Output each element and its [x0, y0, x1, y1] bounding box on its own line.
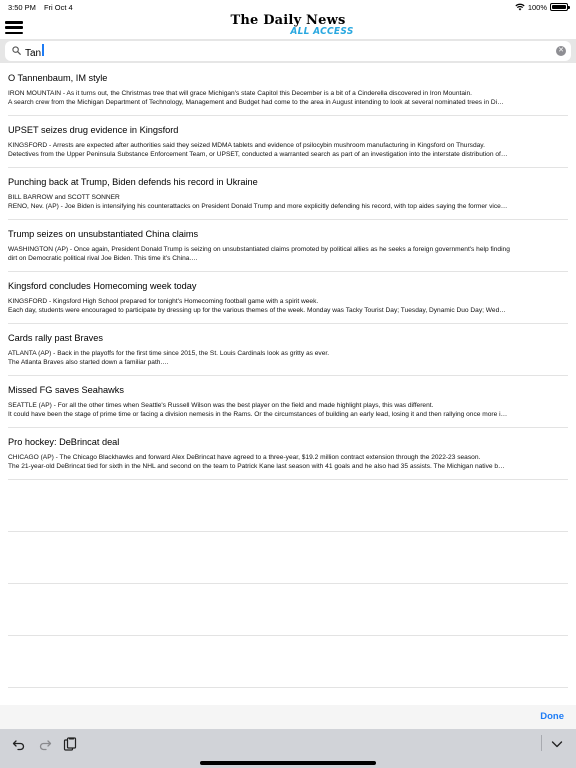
search-input-value: Tan: [25, 47, 42, 59]
status-bar: [0, 0, 576, 14]
result-item[interactable]: [8, 220, 568, 272]
result-snippet: Detectives from the Upper Peninsula Substance Enforcement Team, or UPSET, conducted a warranted search as part of an investigation into the interstate distribution of…: [8, 151, 508, 158]
result-title: Punching back at Trump, Biden defends his record in Ukraine: [8, 177, 258, 187]
result-item[interactable]: [8, 64, 568, 116]
result-snippet: ATLANTA (AP) - Back in the playoffs for the first time since 2015, the St. Louis Cardinals look as gritty as ever.: [8, 350, 330, 357]
result-snippet: SEATTLE (AP) - For all the other times when Seattle's Russell Wilson was the best player on the field and made highlight plays, this was different.: [8, 402, 434, 409]
paste-icon[interactable]: [63, 737, 77, 751]
keyboard-shortcut-bar: [0, 729, 576, 768]
result-item[interactable]: [8, 324, 568, 376]
result-snippet: A search crew from the Michigan Department of Technology, Management and Budget had come to the area in August intending to look at several nominated trees in Di…: [8, 99, 504, 106]
result-title: Cards rally past Braves: [8, 333, 103, 343]
result-snippet: The 21-year-old DeBrincat tied for sixth in the NHL and second on the team to Patrick Kane last season with 41 goals and he also had 35 assists. The Michigan native b…: [8, 463, 505, 470]
search-input[interactable]: [25, 44, 525, 59]
search-icon: [12, 46, 21, 55]
result-title: Trump seizes on unsubstantiated China claims: [8, 229, 199, 239]
result-snippet: The Atlanta Braves also started down a familiar path.…: [8, 359, 169, 366]
result-snippet: It could have been the stage of prime time or facing a division nemesis in the Rams. Or the circumstances of building an early lead, losing it and then rallying once more i…: [8, 411, 508, 418]
nav-bar: [0, 14, 576, 38]
keyboard-accessory-bar: [0, 705, 576, 729]
empty-row: [8, 636, 568, 688]
result-snippet: RENO, Nev. (AP) - Joe Biden is intensifying his counterattacks on President Donald Trump and more explicitly defending his record, with top aides saying the former vice…: [8, 203, 508, 210]
empty-row: [8, 532, 568, 584]
done-button[interactable]: Done: [540, 711, 564, 722]
result-title: Kingsford concludes Homecoming week today: [8, 281, 197, 291]
status-date: Fri Oct 4: [43, 2, 73, 12]
text-caret: [42, 44, 44, 56]
result-snippet: CHICAGO (AP) - The Chicago Blackhawks and forward Alex DeBrincat have agreed to a three-year, $19.2 million contract extension through the 2022-23 season.: [8, 454, 481, 461]
redo-icon[interactable]: [38, 737, 52, 751]
wifi-icon: [515, 3, 525, 11]
search-bar: [0, 39, 576, 63]
home-indicator[interactable]: [200, 761, 376, 765]
result-item[interactable]: [8, 376, 568, 428]
status-time: 3:50 PM: [8, 2, 36, 12]
logo-title: The Daily News: [230, 13, 346, 28]
result-item[interactable]: [8, 168, 568, 220]
empty-row: [8, 584, 568, 636]
result-snippet: IRON MOUNTAIN - As it turns out, the Christmas tree that will grace Michigan's state Capitol this December is a bit of a Cinderella discovered in Iron Mountain.: [8, 90, 472, 97]
result-snippet: dirt on Democratic political rival Joe Biden. This time it's China.…: [8, 255, 198, 262]
result-snippet: BILL BARROW and SCOTT SONNER: [8, 194, 120, 201]
chevron-down-icon[interactable]: [550, 737, 564, 751]
result-snippet: Each day, students were encouraged to participate by dressing up for the various themes of the week. Monday was Tacky Tourist Day; Tuesday, Dynamic Duo Day; Wed…: [8, 307, 506, 314]
undo-icon[interactable]: [12, 737, 26, 751]
result-snippet: KINGSFORD - Kingsford High School prepared for tonight's Homecoming football game with a spirit week.: [8, 298, 319, 305]
battery-icon: [550, 3, 568, 11]
result-item[interactable]: [8, 428, 568, 480]
search-field[interactable]: [5, 41, 571, 61]
result-title: O Tannenbaum, IM style: [8, 73, 108, 83]
result-item[interactable]: [8, 116, 568, 168]
result-title: UPSET seizes drug evidence in Kingsford: [8, 125, 179, 135]
result-title: Missed FG saves Seahawks: [8, 385, 124, 395]
result-snippet: WASHINGTON (AP) - Once again, President Donald Trump is seizing on unsubstantiated claims promoted by political allies as he seeks a foreign government's help finding: [8, 246, 510, 253]
empty-row: [8, 480, 568, 532]
app-logo: [0, 14, 576, 37]
logo-subtitle: ALL ACCESS: [290, 26, 354, 38]
search-results-list: [8, 64, 568, 688]
clear-search-icon[interactable]: ✕: [556, 46, 566, 56]
result-title: Pro hockey: DeBrincat deal: [8, 437, 120, 447]
toolbar-divider: [541, 735, 542, 751]
battery-percent: 100%: [527, 2, 547, 12]
result-snippet: KINGSFORD - Arrests are expected after authorities said they seized MDMA tablets and evidence of psilocybin mushroom manufacturing in Kingsford on Thursday.: [8, 142, 485, 149]
result-item[interactable]: [8, 272, 568, 324]
